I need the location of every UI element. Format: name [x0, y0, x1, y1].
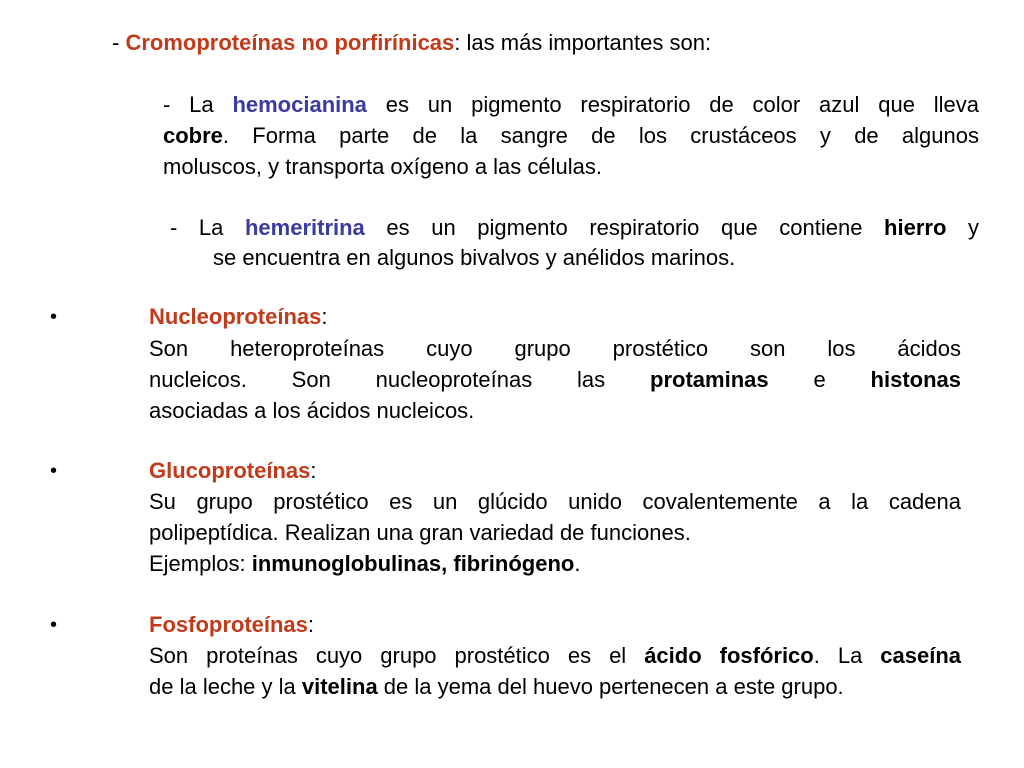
nucleoproteinas-heading: Nucleoproteínas: [149, 304, 328, 329]
hemeritrina-line-1: - La hemeritrina es un pigmento respiratorio que contiene hierro y [170, 215, 979, 240]
fosfoproteinas-heading: Fosfoproteínas: [149, 612, 315, 637]
histonas-term: histonas [870, 367, 961, 392]
hemocianina-line-3: moluscos, y transporta oxígeno a las células. [163, 154, 603, 179]
hemocianina-term: hemocianina [232, 92, 367, 117]
hierro-term: hierro [884, 215, 947, 240]
fosfoproteinas-line-2: de la leche y la vitelina de la yema del huevo pertenecen a este grupo. [149, 674, 844, 699]
glucoproteinas-line-2: polipeptídica. Realizan una gran variedad de funciones. [149, 520, 691, 545]
cromoproteinas-heading [112, 28, 711, 58]
fosfoproteinas-body [149, 640, 961, 702]
cobre-term: cobre [163, 123, 223, 148]
hemeritrina-term: hemeritrina [244, 215, 365, 240]
nucleoproteinas-body [149, 333, 961, 426]
protaminas-term: protaminas [650, 367, 769, 392]
nucleoproteinas-line-2: nucleicos. Son nucleoproteínas las protaminas e histonas [149, 367, 961, 392]
hemeritrina-line-2: se encuentra en algunos bivalvos y anélidos marinos. [213, 245, 736, 270]
glucoproteinas-line-1: Su grupo prostético es un glúcido unido covalentemente a la cadena [149, 489, 961, 514]
hemocianina-line-1: - La hemocianina es un pigmento respiratorio de color azul que lleva [163, 92, 979, 117]
cromoproteinas-rest: : las más importantes son: [454, 30, 712, 55]
nucleoproteinas-line-3: asociadas a los ácidos nucleicos. [149, 398, 475, 423]
hemocianina-paragraph [163, 89, 979, 182]
glucoproteinas-heading: Glucoproteínas: [149, 458, 317, 483]
glucoproteinas-body [149, 486, 961, 579]
nucleoproteinas-bullet: • [50, 306, 58, 328]
glucoproteinas-bullet: • [50, 460, 58, 482]
ejemplos-terms: inmunoglobulinas, fibrinógeno [251, 551, 575, 576]
fosfoproteinas-title: Fosfoproteínas [149, 612, 308, 637]
glucoproteinas-line-3: Ejemplos: inmunoglobulinas, fibrinógeno. [149, 551, 581, 576]
hemocianina-line-2: cobre. Forma parte de la sangre de los crustáceos y de algunos [163, 123, 979, 148]
cromoproteinas-title: Cromoproteínas no porfirínicas [125, 30, 455, 55]
glucoproteinas-title: Glucoproteínas [149, 458, 311, 483]
caseina-term: caseína [880, 643, 962, 668]
vitelina-term: vitelina [301, 674, 378, 699]
cromoproteinas-dash: - [112, 30, 126, 55]
nucleoproteinas-line-1: Son heteroproteínas cuyo grupo prostético son los ácidos [149, 336, 961, 361]
fosfoproteinas-line-1: Son proteínas cuyo grupo prostético es el ácido fosfórico. La caseína [149, 643, 962, 668]
nucleoproteinas-title: Nucleoproteínas [149, 304, 322, 329]
acido-fosforico-term: ácido fosfórico [644, 643, 814, 668]
fosfoproteinas-bullet: • [50, 614, 58, 636]
